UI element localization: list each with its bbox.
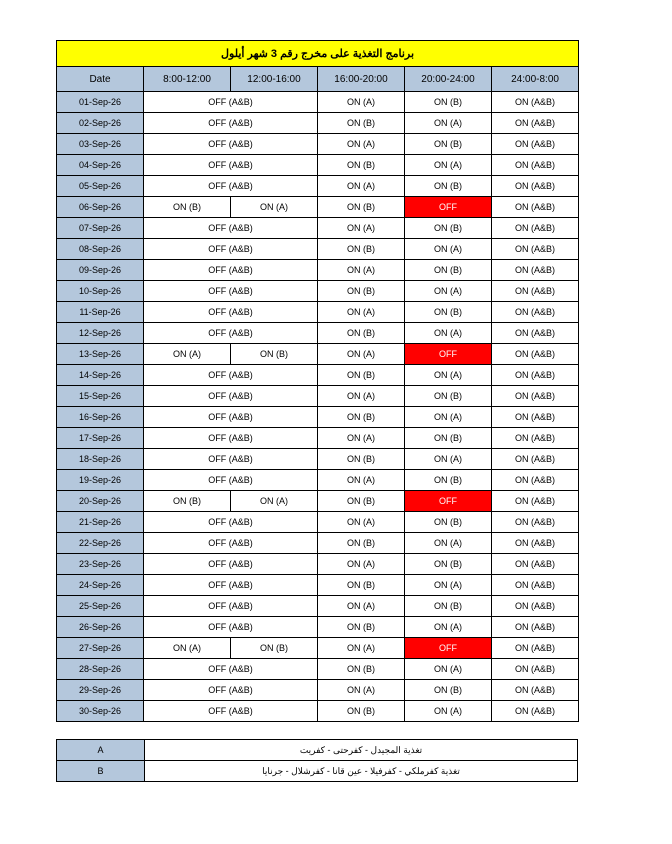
status-cell-merged: OFF (A&B)	[144, 218, 318, 239]
status-cell-merged: OFF (A&B)	[144, 92, 318, 113]
table-row	[57, 92, 579, 113]
status-cell-off: OFF	[405, 491, 492, 512]
table-row	[57, 575, 579, 596]
date-cell: 13-Sep-26	[57, 344, 144, 365]
status-cell: ON (A)	[405, 533, 492, 554]
status-cell: ON (A)	[405, 659, 492, 680]
status-cell-merged: OFF (A&B)	[144, 239, 318, 260]
table-row	[57, 302, 579, 323]
schedule-table	[56, 40, 579, 722]
table-row	[57, 701, 579, 722]
status-cell: ON (A&B)	[492, 260, 579, 281]
legend-row	[57, 761, 578, 782]
status-cell-merged: OFF (A&B)	[144, 323, 318, 344]
status-cell: ON (B)	[318, 239, 405, 260]
table-row	[57, 638, 579, 659]
status-cell: ON (A)	[405, 575, 492, 596]
status-cell: ON (A)	[318, 470, 405, 491]
status-cell: ON (A)	[318, 134, 405, 155]
header-slot-1: 8:00-12:00	[144, 67, 231, 92]
status-cell: ON (A&B)	[492, 134, 579, 155]
status-cell: ON (A)	[405, 239, 492, 260]
status-cell: ON (B)	[405, 260, 492, 281]
table-row	[57, 470, 579, 491]
status-cell-merged: OFF (A&B)	[144, 533, 318, 554]
date-cell: 12-Sep-26	[57, 323, 144, 344]
status-cell: ON (B)	[231, 638, 318, 659]
status-cell-off: OFF	[405, 344, 492, 365]
status-cell: ON (A)	[318, 554, 405, 575]
status-cell: ON (A)	[318, 638, 405, 659]
header-slot-2: 12:00-16:00	[231, 67, 318, 92]
status-cell: ON (A)	[318, 92, 405, 113]
table-row	[57, 428, 579, 449]
status-cell: ON (B)	[405, 596, 492, 617]
status-cell: ON (B)	[405, 680, 492, 701]
status-cell: ON (B)	[318, 155, 405, 176]
status-cell-merged: OFF (A&B)	[144, 512, 318, 533]
status-cell: ON (A)	[144, 638, 231, 659]
table-row	[57, 365, 579, 386]
schedule-title: برنامج التغذية على مخرج رقم 3 شهر أيلول	[57, 41, 579, 67]
header-date: Date	[57, 67, 144, 92]
status-cell: ON (B)	[144, 491, 231, 512]
status-cell: ON (A&B)	[492, 470, 579, 491]
status-cell: ON (A)	[318, 680, 405, 701]
date-cell: 23-Sep-26	[57, 554, 144, 575]
table-row	[57, 491, 579, 512]
status-cell: ON (A&B)	[492, 386, 579, 407]
table-row	[57, 218, 579, 239]
date-cell: 15-Sep-26	[57, 386, 144, 407]
status-cell: ON (B)	[231, 344, 318, 365]
status-cell: ON (A)	[318, 344, 405, 365]
date-cell: 14-Sep-26	[57, 365, 144, 386]
status-cell-merged: OFF (A&B)	[144, 554, 318, 575]
status-cell: ON (B)	[405, 428, 492, 449]
status-cell: ON (A)	[318, 386, 405, 407]
status-cell: ON (A&B)	[492, 197, 579, 218]
table-row	[57, 617, 579, 638]
table-row	[57, 449, 579, 470]
status-cell: ON (A&B)	[492, 239, 579, 260]
status-cell: ON (A&B)	[492, 554, 579, 575]
status-cell: ON (A&B)	[492, 533, 579, 554]
status-cell: ON (A)	[231, 197, 318, 218]
status-cell: ON (B)	[318, 491, 405, 512]
status-cell: ON (B)	[405, 134, 492, 155]
status-cell: ON (B)	[318, 575, 405, 596]
status-cell: ON (A&B)	[492, 218, 579, 239]
status-cell: ON (B)	[318, 323, 405, 344]
status-cell: ON (A)	[405, 281, 492, 302]
status-cell-merged: OFF (A&B)	[144, 302, 318, 323]
status-cell: ON (A&B)	[492, 302, 579, 323]
status-cell-merged: OFF (A&B)	[144, 407, 318, 428]
status-cell-merged: OFF (A&B)	[144, 470, 318, 491]
status-cell: ON (B)	[318, 407, 405, 428]
status-cell: ON (A)	[405, 617, 492, 638]
status-cell: ON (B)	[405, 92, 492, 113]
legend-value: تغذية المجيدل - كفرحتى - كفريت	[145, 740, 578, 761]
table-row	[57, 176, 579, 197]
legend	[56, 739, 578, 782]
status-cell: ON (A&B)	[492, 113, 579, 134]
schedule-rows	[57, 92, 579, 722]
status-cell: ON (B)	[405, 176, 492, 197]
status-cell: ON (B)	[144, 197, 231, 218]
status-cell: ON (B)	[318, 449, 405, 470]
table-row	[57, 659, 579, 680]
table-row	[57, 386, 579, 407]
status-cell: ON (A)	[405, 365, 492, 386]
status-cell-merged: OFF (A&B)	[144, 155, 318, 176]
status-cell: ON (A&B)	[492, 176, 579, 197]
status-cell: ON (A&B)	[492, 638, 579, 659]
status-cell: ON (A)	[318, 176, 405, 197]
date-cell: 19-Sep-26	[57, 470, 144, 491]
status-cell-merged: OFF (A&B)	[144, 575, 318, 596]
status-cell-merged: OFF (A&B)	[144, 176, 318, 197]
status-cell: ON (A)	[405, 155, 492, 176]
status-cell: ON (B)	[318, 365, 405, 386]
date-cell: 03-Sep-26	[57, 134, 144, 155]
date-cell: 07-Sep-26	[57, 218, 144, 239]
status-cell-merged: OFF (A&B)	[144, 449, 318, 470]
status-cell: ON (B)	[405, 554, 492, 575]
status-cell-merged: OFF (A&B)	[144, 701, 318, 722]
legend-table	[56, 739, 578, 782]
status-cell: ON (B)	[318, 281, 405, 302]
status-cell: ON (A&B)	[492, 407, 579, 428]
legend-key: A	[57, 740, 145, 761]
status-cell: ON (B)	[318, 701, 405, 722]
date-cell: 04-Sep-26	[57, 155, 144, 176]
status-cell: ON (A)	[318, 428, 405, 449]
status-cell: ON (A&B)	[492, 344, 579, 365]
status-cell: ON (A)	[405, 323, 492, 344]
status-cell: ON (A)	[318, 218, 405, 239]
date-cell: 21-Sep-26	[57, 512, 144, 533]
status-cell: ON (A&B)	[492, 617, 579, 638]
status-cell-merged: OFF (A&B)	[144, 596, 318, 617]
status-cell-merged: OFF (A&B)	[144, 113, 318, 134]
status-cell-off: OFF	[405, 197, 492, 218]
status-cell: ON (A)	[405, 701, 492, 722]
status-cell: ON (A&B)	[492, 449, 579, 470]
legend-value: تغذية كفرملكي - كفرفيلا - عين قانا - كفرشلال - جرنايا	[145, 761, 578, 782]
date-cell: 08-Sep-26	[57, 239, 144, 260]
status-cell-merged: OFF (A&B)	[144, 617, 318, 638]
date-cell: 22-Sep-26	[57, 533, 144, 554]
status-cell: ON (A)	[318, 302, 405, 323]
status-cell-merged: OFF (A&B)	[144, 428, 318, 449]
date-cell: 18-Sep-26	[57, 449, 144, 470]
status-cell: ON (A&B)	[492, 659, 579, 680]
status-cell: ON (B)	[405, 470, 492, 491]
status-cell: ON (A)	[318, 512, 405, 533]
status-cell-merged: OFF (A&B)	[144, 680, 318, 701]
table-row	[57, 155, 579, 176]
status-cell-merged: OFF (A&B)	[144, 659, 318, 680]
status-cell: ON (A&B)	[492, 512, 579, 533]
date-cell: 20-Sep-26	[57, 491, 144, 512]
status-cell: ON (B)	[405, 512, 492, 533]
date-cell: 28-Sep-26	[57, 659, 144, 680]
date-cell: 05-Sep-26	[57, 176, 144, 197]
status-cell: ON (A)	[405, 113, 492, 134]
date-cell: 24-Sep-26	[57, 575, 144, 596]
status-cell-merged: OFF (A&B)	[144, 365, 318, 386]
status-cell: ON (B)	[405, 218, 492, 239]
header-slot-3: 16:00-20:00	[318, 67, 405, 92]
status-cell: ON (A&B)	[492, 596, 579, 617]
date-cell: 25-Sep-26	[57, 596, 144, 617]
status-cell: ON (A&B)	[492, 701, 579, 722]
status-cell-merged: OFF (A&B)	[144, 134, 318, 155]
status-cell-off: OFF	[405, 638, 492, 659]
table-row	[57, 512, 579, 533]
status-cell: ON (B)	[318, 197, 405, 218]
table-row	[57, 239, 579, 260]
date-cell: 16-Sep-26	[57, 407, 144, 428]
date-cell: 29-Sep-26	[57, 680, 144, 701]
date-cell: 06-Sep-26	[57, 197, 144, 218]
date-cell: 27-Sep-26	[57, 638, 144, 659]
schedule-sheet	[56, 40, 578, 722]
table-row	[57, 260, 579, 281]
header-slot-4: 20:00-24:00	[405, 67, 492, 92]
table-row	[57, 113, 579, 134]
status-cell: ON (A&B)	[492, 365, 579, 386]
status-cell: ON (A)	[405, 407, 492, 428]
date-cell: 10-Sep-26	[57, 281, 144, 302]
table-row	[57, 407, 579, 428]
status-cell: ON (A)	[144, 344, 231, 365]
status-cell: ON (A&B)	[492, 680, 579, 701]
status-cell: ON (A&B)	[492, 281, 579, 302]
status-cell: ON (B)	[318, 659, 405, 680]
table-row	[57, 596, 579, 617]
date-cell: 09-Sep-26	[57, 260, 144, 281]
status-cell: ON (A)	[405, 449, 492, 470]
table-row	[57, 134, 579, 155]
status-cell: ON (A&B)	[492, 323, 579, 344]
table-row	[57, 554, 579, 575]
status-cell: ON (B)	[405, 302, 492, 323]
table-row	[57, 323, 579, 344]
status-cell: ON (B)	[318, 617, 405, 638]
table-row	[57, 281, 579, 302]
table-row	[57, 197, 579, 218]
status-cell-merged: OFF (A&B)	[144, 281, 318, 302]
table-row	[57, 344, 579, 365]
status-cell: ON (A&B)	[492, 575, 579, 596]
status-cell-merged: OFF (A&B)	[144, 386, 318, 407]
date-cell: 02-Sep-26	[57, 113, 144, 134]
status-cell: ON (B)	[318, 113, 405, 134]
header-slot-5: 24:00-8:00	[492, 67, 579, 92]
status-cell: ON (A)	[318, 260, 405, 281]
date-cell: 26-Sep-26	[57, 617, 144, 638]
date-cell: 17-Sep-26	[57, 428, 144, 449]
status-cell: ON (A&B)	[492, 428, 579, 449]
date-cell: 30-Sep-26	[57, 701, 144, 722]
status-cell: ON (A&B)	[492, 92, 579, 113]
legend-key: B	[57, 761, 145, 782]
table-row	[57, 533, 579, 554]
date-cell: 01-Sep-26	[57, 92, 144, 113]
status-cell: ON (A&B)	[492, 155, 579, 176]
table-row	[57, 680, 579, 701]
status-cell-merged: OFF (A&B)	[144, 260, 318, 281]
status-cell: ON (B)	[318, 533, 405, 554]
status-cell: ON (A&B)	[492, 491, 579, 512]
legend-row	[57, 740, 578, 761]
date-cell: 11-Sep-26	[57, 302, 144, 323]
status-cell: ON (A)	[318, 596, 405, 617]
status-cell: ON (A)	[231, 491, 318, 512]
status-cell: ON (B)	[405, 386, 492, 407]
